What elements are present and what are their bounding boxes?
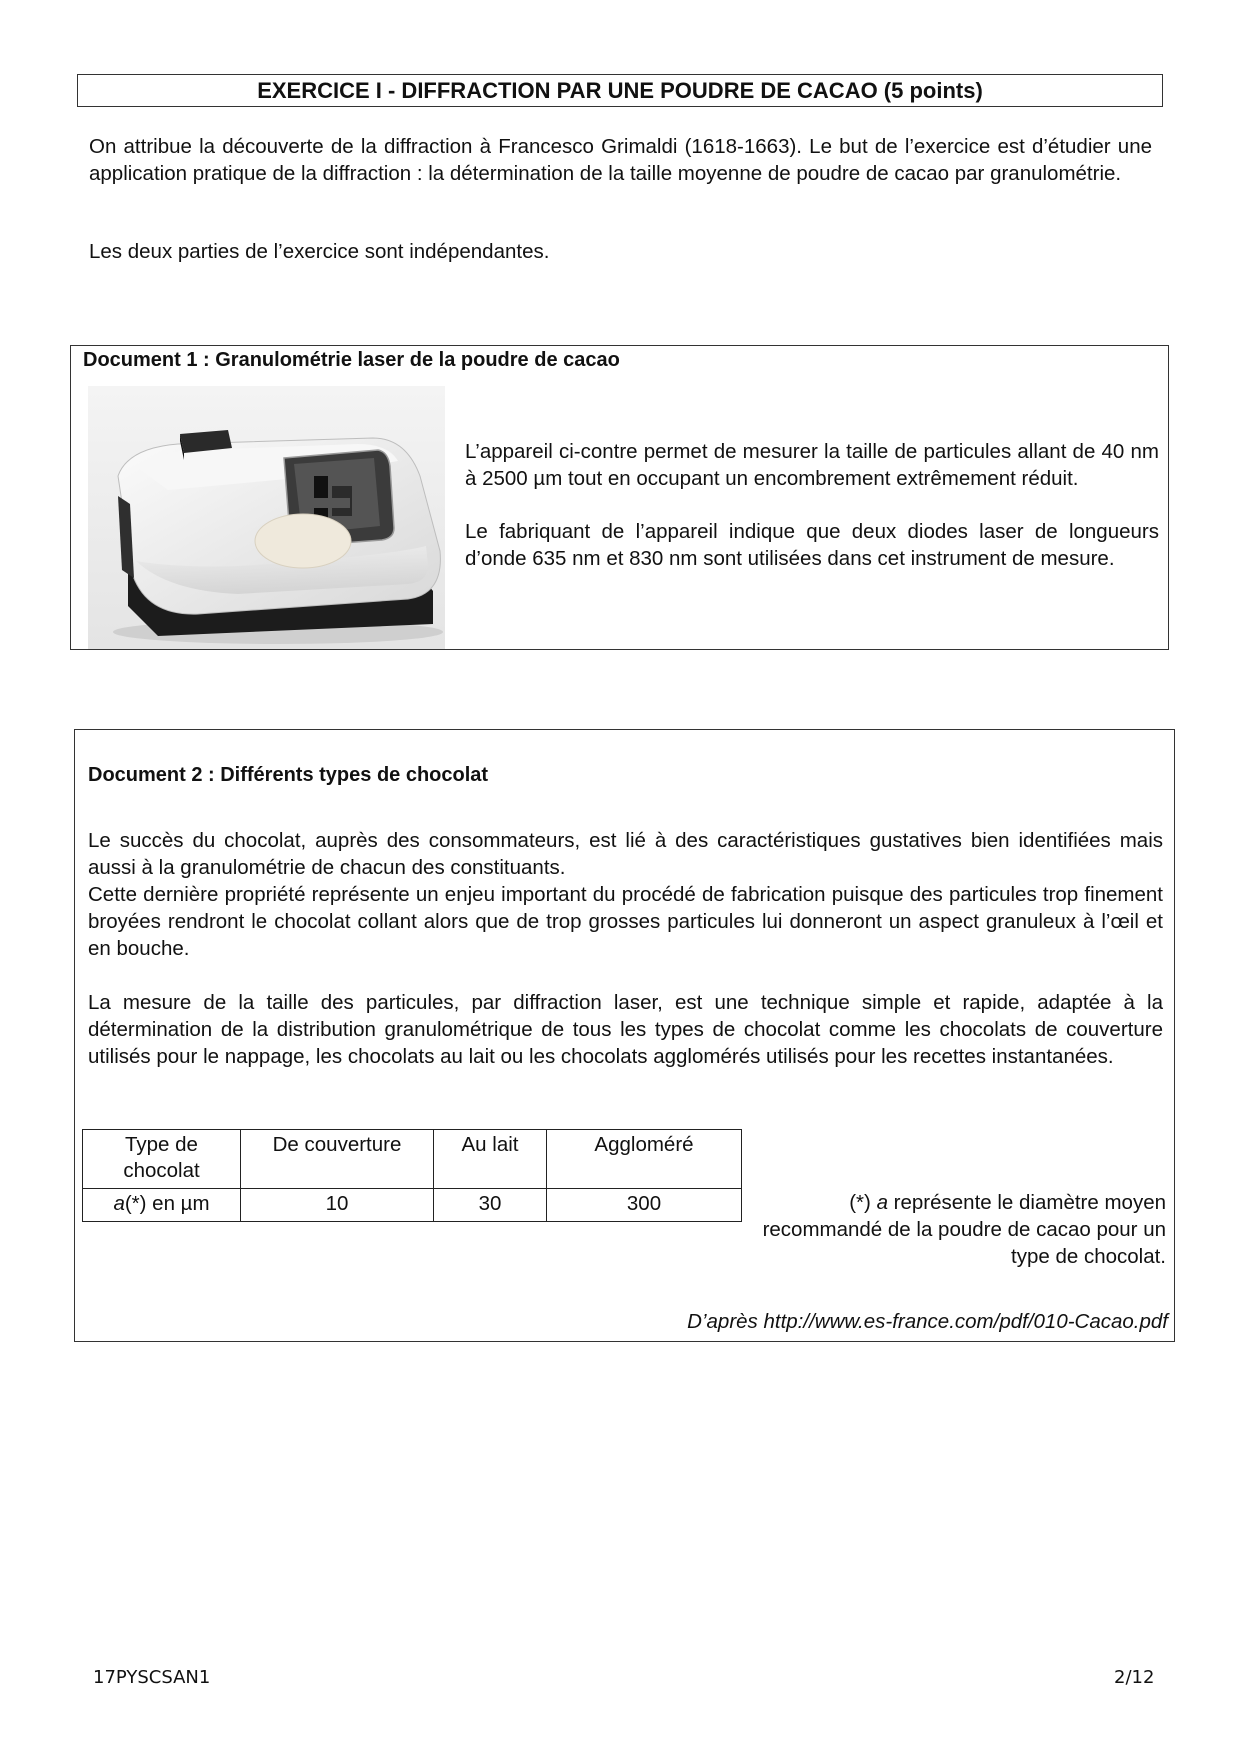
row-label-unit: (*) en µm <box>124 1192 210 1215</box>
footnote-variable: a <box>876 1191 888 1214</box>
document-2 <box>74 729 1175 1342</box>
exercise-title: EXERCICE I - DIFFRACTION PAR UNE POUDRE DE CACAO (5 points) <box>257 77 983 103</box>
table-header-cell: De couverture <box>241 1130 434 1189</box>
chocolate-size-table <box>82 1129 742 1222</box>
table-cell: 30 <box>434 1189 547 1222</box>
intro-note: Les deux parties de l’exercice sont indépendantes. <box>89 240 550 263</box>
footnote-marker: (*) <box>849 1191 877 1214</box>
granulometer-photo <box>88 386 445 649</box>
table-header-cell: Au lait <box>434 1130 547 1189</box>
source-citation: D’après http://www.es-france.com/pdf/010-Cacao.pdf <box>687 1310 1168 1333</box>
document-1-text <box>465 438 1159 598</box>
footnote-text: représente le diamètre moyen recommandé de la poudre de cacao pour un type de chocolat. <box>762 1191 1166 1268</box>
table-cell: 300 <box>547 1189 742 1222</box>
table-footnote <box>746 1189 1166 1270</box>
table-header-cell: Type de chocolat <box>83 1130 241 1189</box>
document-2-text <box>88 827 1163 1070</box>
document-1-heading: Document 1 : Granulométrie laser de la poudre de cacao <box>83 349 620 371</box>
page-number: 2/12 <box>1114 1667 1155 1688</box>
intro-paragraph: On attribue la découverte de la diffraction à Francesco Grimaldi (1618-1663). Le but de l’exercice est d’étudier une application pratique de la diffraction : la détermination de la taille moyenne de poudre de cacao par granulométrie. <box>89 135 1152 185</box>
document-2-paragraph-2: Cette dernière propriété représente un enjeu important du procédé de fabrication puisque des particules trop finement broyées rendront le chocolat collant alors que de trop grosses particules lui donneront un aspect granuleux à l’œil et en bouche. <box>88 883 1163 960</box>
document-1 <box>70 345 1169 650</box>
table-cell: 10 <box>241 1189 434 1222</box>
footer-code: 17PYSCSAN1 <box>93 1667 211 1688</box>
table-row <box>83 1189 742 1222</box>
document-1-paragraph-1: L’appareil ci-contre permet de mesurer la taille de particules allant de 40 nm à 2500 µm tout en occupant un encombrement extrêmement réduit. <box>465 440 1159 490</box>
table-header-row <box>83 1130 742 1189</box>
document-1-paragraph-2: Le fabriquant de l’appareil indique que deux diodes laser de longueurs d’onde 635 nm et 830 nm sont utilisées dans cet instrument de mesure. <box>465 520 1159 570</box>
exercise-title-box <box>77 74 1163 107</box>
table-header-cell: Aggloméré <box>547 1130 742 1189</box>
document-2-paragraph-1: Le succès du chocolat, auprès des consommateurs, est lié à des caractéristiques gustatives bien identifiées mais aussi à la granulométrie de chacun des constituants. <box>88 829 1163 879</box>
table-row-label <box>83 1189 241 1222</box>
variable-a: a <box>113 1192 125 1215</box>
document-2-paragraph-3: La mesure de la taille des particules, par diffraction laser, est une technique simple et rapide, adaptée à la détermination de la distribution granulométrique de tous les types de chocolat comme les chocolats de couverture utilisés pour le nappage, les chocolats au lait ou les chocolats agglomérés utilisés pour les recettes instantanées. <box>88 991 1163 1068</box>
document-2-heading: Document 2 : Différents types de chocolat <box>88 764 489 786</box>
